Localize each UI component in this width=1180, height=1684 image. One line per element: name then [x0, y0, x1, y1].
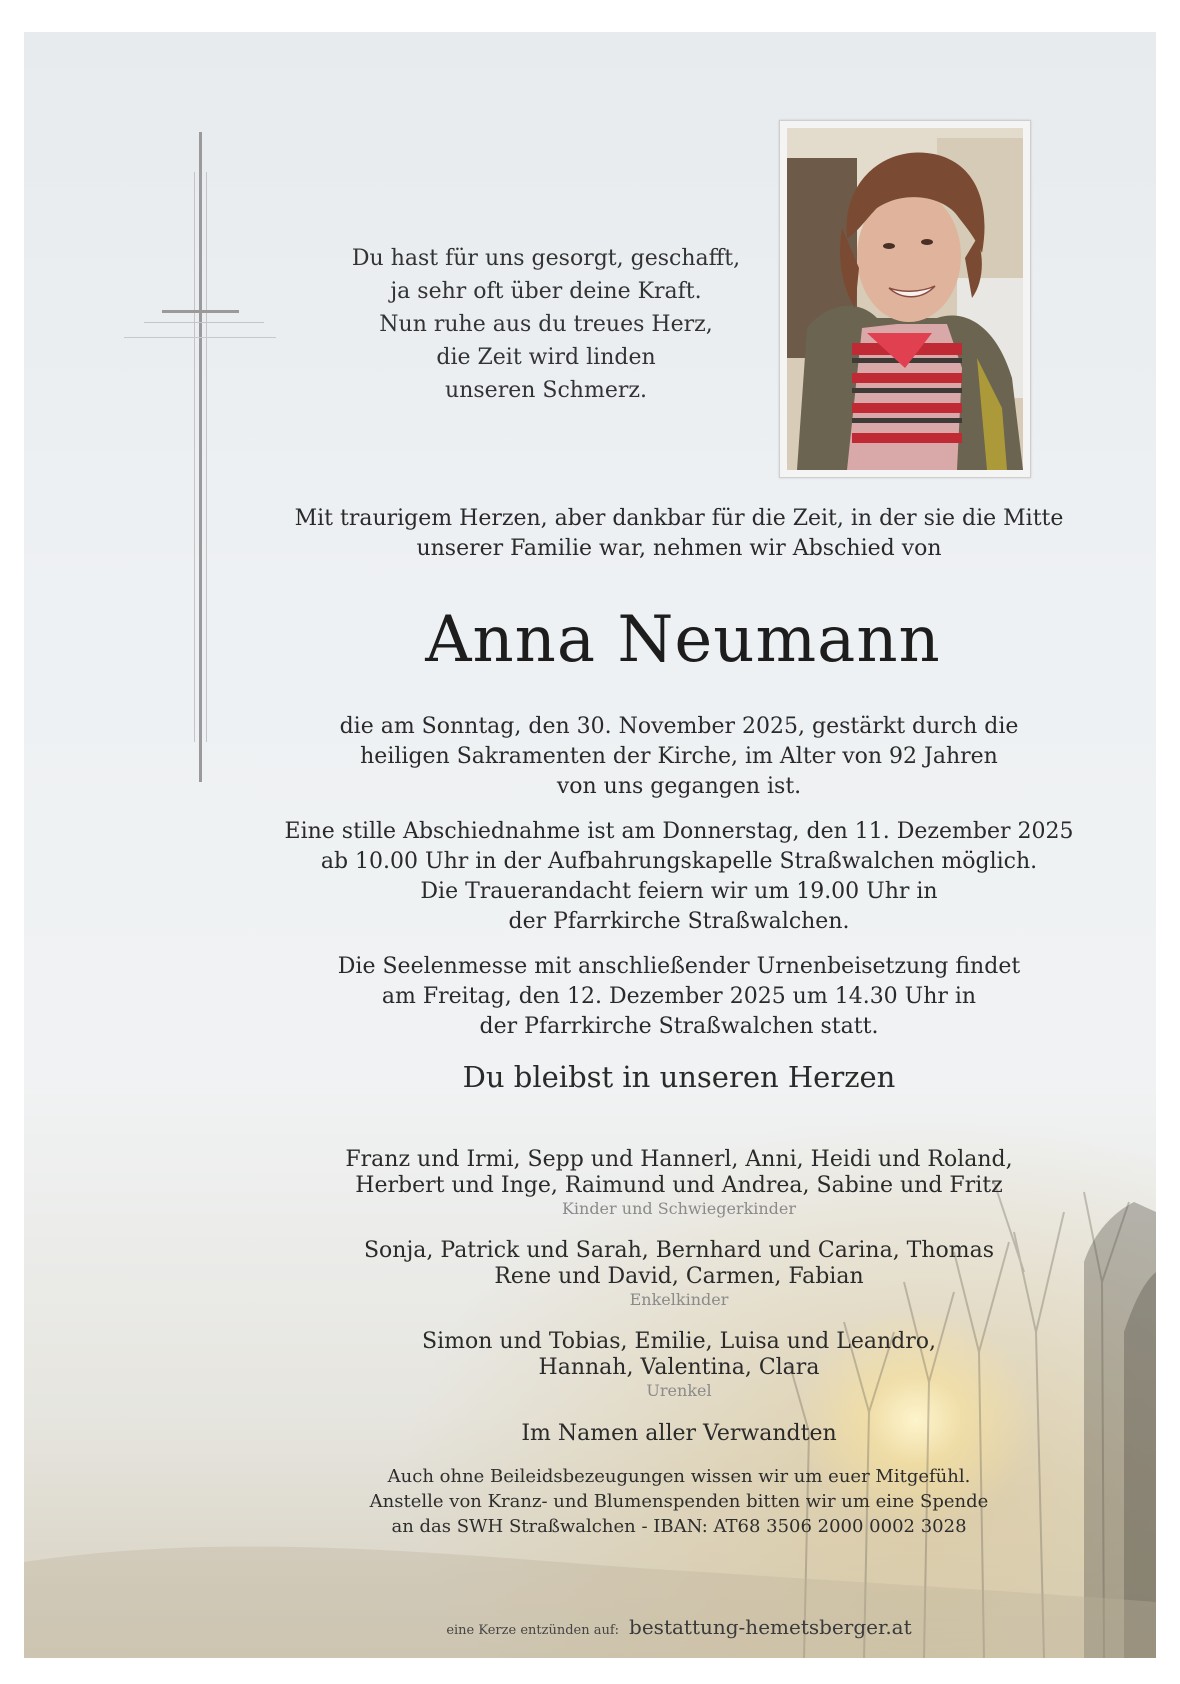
- note-line: Auch ohne Beileidsbezeugungen wissen wir um euer Mitgefühl.: [387, 1466, 971, 1487]
- memorial-poem: [296, 242, 796, 407]
- candle-label: eine Kerze entzünden auf:: [446, 1623, 620, 1638]
- family-line: Simon und Tobias, Emilie, Luisa und Leandro,: [422, 1329, 936, 1354]
- cross-icon: [124, 132, 284, 862]
- farewell-line: Die Trauerandacht feiern wir um 19.00 Uhr in: [420, 879, 938, 904]
- family-children: [264, 1147, 1094, 1219]
- farewell-line: ab 10.00 Uhr in der Aufbahrungskapelle Straßwalchen möglich.: [320, 849, 1038, 874]
- candle-link[interactable]: bestattung-hemetsberger.at: [629, 1615, 912, 1639]
- family-grandchildren: [264, 1238, 1094, 1310]
- farewell-line: Eine stille Abschiednahme ist am Donnerstag, den 11. Dezember 2025: [284, 819, 1074, 844]
- deceased-name: Anna Neumann: [425, 603, 941, 677]
- donation-note: [264, 1464, 1094, 1539]
- family-role: Urenkel: [646, 1381, 712, 1400]
- portrait-frame: [779, 120, 1031, 478]
- note-line: Anstelle von Kranz- und Blumenspenden bitten wir um eine Spende: [369, 1491, 989, 1512]
- note-line: an das SWH Straßwalchen - IBAN: AT68 3506 2000 0002 3028: [391, 1516, 967, 1537]
- mass-line: am Freitag, den 12. Dezember 2025 um 14.30 Uhr in: [381, 984, 977, 1009]
- mass-info: [264, 952, 1094, 1042]
- death-notice-line: von uns gegangen ist.: [556, 774, 802, 799]
- memorial-motto: Du bleibst in unseren Herzen: [462, 1060, 896, 1094]
- death-notice-line: heiligen Sakramenten der Kirche, im Alter von 92 Jahren: [360, 744, 998, 769]
- family-line: Sonja, Patrick und Sarah, Bernhard und Carina, Thomas: [363, 1238, 995, 1263]
- farewell-info: [264, 817, 1094, 937]
- family-role: Enkelkinder: [629, 1290, 729, 1309]
- family-great-grandchildren: [264, 1329, 1094, 1401]
- poem-line: Nun ruhe aus du treues Herz,: [379, 312, 713, 337]
- poem-line: Du hast für uns gesorgt, geschafft,: [351, 246, 741, 271]
- intro-text: [264, 504, 1094, 564]
- family-line: Rene und David, Carmen, Fabian: [494, 1264, 864, 1289]
- intro-line: Mit traurigem Herzen, aber dankbar für die Zeit, in der sie die Mitte: [294, 506, 1064, 531]
- family-line: Hannah, Valentina, Clara: [538, 1355, 820, 1380]
- death-notice: [264, 712, 1094, 802]
- poem-line: ja sehr oft über deine Kraft.: [390, 279, 702, 304]
- intro-line: unserer Familie war, nehmen wir Abschied von: [416, 536, 942, 561]
- family-line: Franz und Irmi, Sepp und Hannerl, Anni, Heidi und Roland,: [345, 1147, 1013, 1172]
- mass-line: der Pfarrkirche Straßwalchen statt.: [479, 1014, 879, 1039]
- portrait-photo: [787, 128, 1023, 470]
- farewell-line: der Pfarrkirche Straßwalchen.: [508, 909, 850, 934]
- death-notice-line: die am Sonntag, den 30. November 2025, gestärkt durch die: [339, 714, 1019, 739]
- obituary-card: [24, 32, 1156, 1658]
- relatives-line: Im Namen aller Verwandten: [521, 1421, 837, 1446]
- family-role: Kinder und Schwiegerkinder: [561, 1199, 797, 1218]
- candle-footer: [264, 1614, 1094, 1644]
- poem-line: die Zeit wird linden: [436, 345, 656, 370]
- mass-line: Die Seelenmesse mit anschließender Urnenbeisetzung findet: [337, 954, 1021, 979]
- poem-line: unseren Schmerz.: [445, 378, 647, 403]
- family-line: Herbert und Inge, Raimund und Andrea, Sabine und Fritz: [355, 1173, 1003, 1198]
